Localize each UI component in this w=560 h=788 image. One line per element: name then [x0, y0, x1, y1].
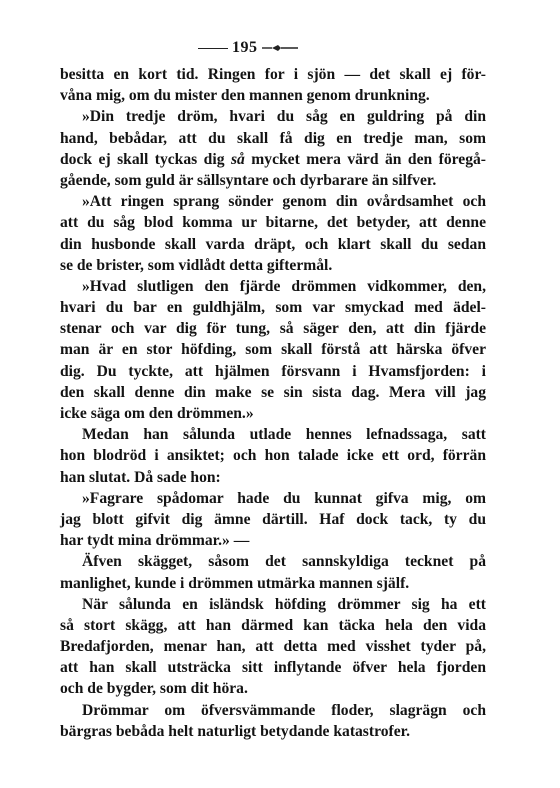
- header-rule: [198, 48, 228, 49]
- text-fragment: dock ej skall tyckas dig: [60, 150, 231, 168]
- text-line: man är en stor höfding, som skall förstå att härska öfver: [60, 341, 486, 359]
- text-line: hon blodröd i ansiktet; och hon talade icke ett ord, förrän: [60, 447, 486, 465]
- text-fragment: mycket mera värd än den föregå-: [244, 150, 486, 168]
- text-line: »Fagrare spådomar hade du kunnat gifva mig, om: [82, 489, 486, 507]
- text-line: besitta en kort tid. Ringen for i sjön — det skall ej för-: [60, 66, 486, 83]
- header-ornament: [262, 42, 302, 54]
- text-line: [60, 149, 486, 170]
- text-line: din husbonde skall varda dräpt, och klart skall du sedan: [60, 235, 486, 253]
- text-line: När sålunda en isländsk höfding drömmer sig ha ett: [82, 595, 486, 613]
- text-line: icke säga om den drömmen.»: [60, 405, 254, 422]
- text-line: har tydt mina drömmar.» —: [60, 532, 250, 550]
- emphasis-word: så: [230, 150, 245, 168]
- text-line: jag blott gifvit dig ämne därtill. Haf dock tack, ty du: [60, 510, 486, 528]
- text-line: manlighet, kunde i drömmen utmärka mannen själf.: [60, 574, 410, 592]
- text-line: den skall denne din make se sin sista dag. Mera vill jag: [60, 383, 486, 401]
- text-line: »Att ringen sprang sönder genom din ovårdsamhet och: [82, 193, 486, 211]
- text-line: »Hvad slutligen den fjärde drömmen vidkommer, den,: [82, 277, 486, 295]
- text-line: han slutat. Då sade hon:: [60, 468, 221, 486]
- text-line: Bredafjorden, menar han, att detta med visshet tyder på,: [60, 638, 486, 656]
- text-line: hvari du bar en guldhjälm, som var smyckad med ädel-: [60, 299, 486, 317]
- text-line: bärgras bebåda helt naturligt betydande katastrofer.: [60, 722, 411, 740]
- page-header: [0, 38, 560, 60]
- text-line: hand, bebådar, att du skall få dig en tredje man, som: [60, 129, 486, 147]
- text-line: Drömmar om öfversvämmande floder, slagrägn och: [82, 701, 486, 719]
- text-line: Medan han sålunda utlade hennes lefnadssaga, satt: [82, 426, 486, 444]
- text-line: stenar och var dig för tung, så säger den, att din fjärde: [60, 320, 486, 338]
- text-line: gående, som guld är sällsyntare och dyrbarare än silfver.: [60, 171, 437, 189]
- page-number: 195: [232, 39, 258, 56]
- page-body: [60, 64, 486, 742]
- text-line: att han skall utsträcka sitt inflytande öfver hela fjorden: [60, 659, 486, 677]
- text-line: Äfven skägget, såsom det sannskyldiga tecknet på: [82, 553, 486, 571]
- text-line: att du såg blod komma ur bitarne, det betyder, att denne: [60, 214, 486, 232]
- text-line: så stort skägg, att han därmed kan täcka hela den vida: [60, 616, 486, 634]
- text-line: se de brister, som vidlådt detta giftermål.: [60, 256, 333, 274]
- text-line: våna mig, om du mister den mannen genom drunkning.: [60, 87, 430, 105]
- text-line: dig. Du tyckte, att hjälmen försvann i Hvamsfjorden: i: [60, 362, 486, 380]
- text-line: »Din tredje dröm, hvari du såg en guldring på din: [82, 108, 486, 126]
- text-line: och de bygder, som dit höra.: [60, 680, 248, 698]
